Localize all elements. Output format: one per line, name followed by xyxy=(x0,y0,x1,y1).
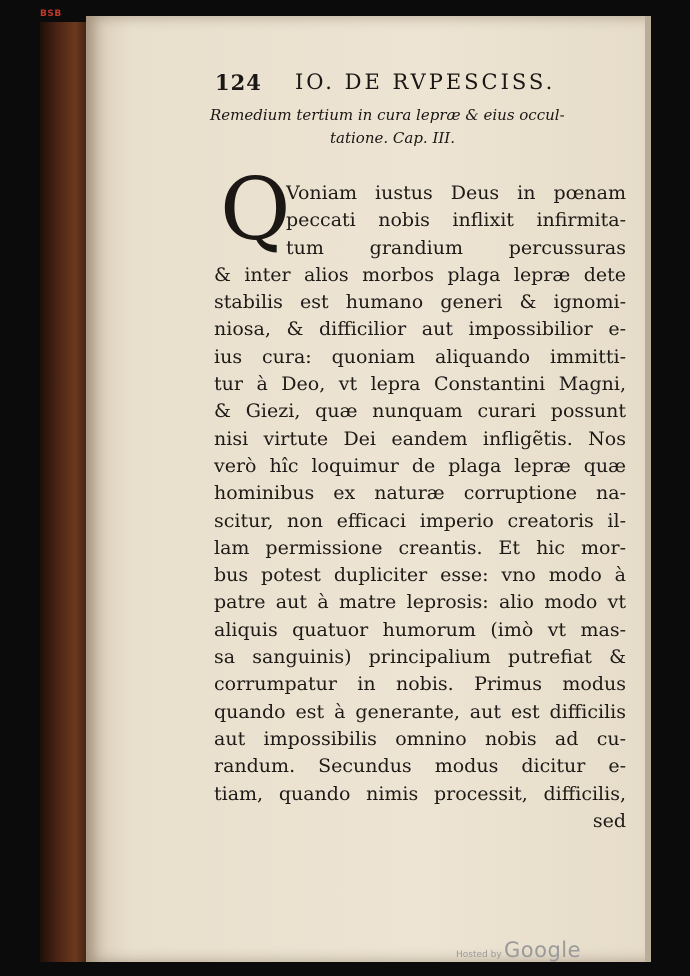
text-line: bus potest dupliciter esse: vno modo à xyxy=(214,564,626,587)
body-text xyxy=(214,180,626,835)
text-line: aliquis quatuor humorum (imò vt mas- xyxy=(214,618,626,641)
text-line: tum grandium percussuras xyxy=(286,236,626,259)
text-line: corrumpatur in nobis. Primus modus xyxy=(214,673,626,696)
book-spine xyxy=(40,22,90,962)
text-line: ius cura: quoniam aliquando immitti- xyxy=(214,345,626,368)
text-line: patre aut à matre leprosis: alio modo vt xyxy=(214,591,626,614)
text-line: hominibus ex naturæ corruptione na- xyxy=(214,482,626,505)
text-line: peccati nobis inflixit infirmita- xyxy=(286,209,626,232)
text-line: scitur, non efficaci imperio creatoris il- xyxy=(214,509,626,532)
text-line: & Giezi, quæ nunquam curari possunt xyxy=(214,400,626,423)
chapter-title-line-1: Remedium tertium in cura lepræ & eius occul- xyxy=(210,106,565,124)
hosted-by-label: Hosted by xyxy=(456,950,502,960)
text-line: aut impossibilis omnino nobis ad cu- xyxy=(214,727,626,750)
text-line: quando est à generante, aut est difficilis xyxy=(214,700,626,723)
text-line: stabilis est humano generi & ignomi- xyxy=(214,291,626,314)
chapter-title xyxy=(210,104,630,150)
text-line: lam permissione creantis. Et hic mor- xyxy=(214,536,626,559)
library-stamp-label: BSB xyxy=(40,9,62,19)
text-line: nisi virtute Dei eandem infligẽtis. Nos xyxy=(214,427,626,450)
page-number: 124 xyxy=(215,70,262,95)
drop-cap-initial: Q xyxy=(220,160,291,260)
running-title: IO. DE RVPESCISS. xyxy=(295,70,556,94)
running-head xyxy=(215,70,635,98)
page-edge xyxy=(645,16,651,962)
google-watermark xyxy=(456,940,596,968)
text-line: tur à Deo, vt lepra Constantini Magni, xyxy=(214,373,626,396)
text-line: verò hîc loquimur de plaga lepræ quæ xyxy=(214,454,626,477)
google-logo: Google xyxy=(504,938,582,962)
catchword: sed xyxy=(592,809,626,832)
text-line: & inter alios morbos plaga lepræ dete xyxy=(214,263,626,286)
text-line: niosa, & difficilior aut impossibilior e- xyxy=(214,318,626,341)
chapter-title-line-2: tatione. Cap. III. xyxy=(330,129,456,147)
text-line: sa sanguinis) principalium putrefiat & xyxy=(214,646,626,669)
text-line: tiam, quando nimis processit, difficilis, xyxy=(214,782,626,805)
text-line: Voniam iustus Deus in pœnam xyxy=(286,182,626,204)
text-line: randum. Secundus modus dicitur e- xyxy=(214,755,626,778)
